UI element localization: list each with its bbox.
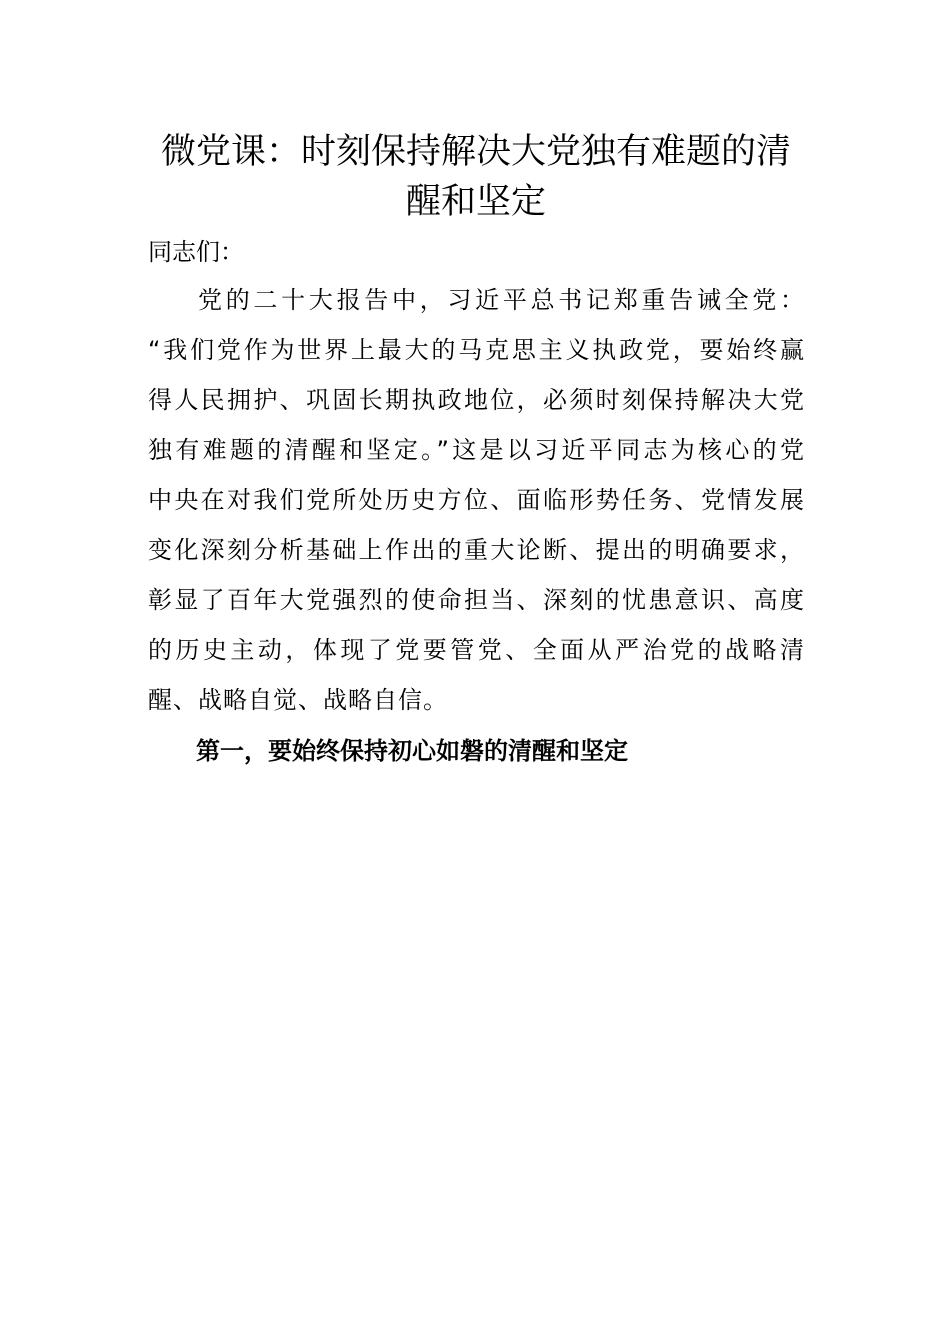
section-heading: 第一，要始终保持初心如磐的清醒和坚定 [196,737,628,765]
paragraph-line: 醒、战略自觉、战略自信。 [148,686,448,714]
paragraph-line: 党的二十大报告中，习近平总书记郑重告诫全党： [198,286,804,314]
paragraph-line: 的历史主动，体现了党要管党、全面从严治党的战略清 [148,636,804,664]
paragraph-line: 中央在对我们党所处历史方位、面临形势任务、党情发展 [148,486,804,514]
salutation: 同志们： [148,238,244,266]
paragraph-line: 变化深刻分析基础上作出的重大论断、提出的明确要求， [148,536,804,564]
paragraph-line: 得人民拥护、巩固长期执政地位，必须时刻保持解决大党 [148,386,804,414]
document-title: 微党课：时刻保持解决大党独有难题的清醒和坚定 [160,132,791,222]
paragraph-line: “我们党作为世界上最大的马克思主义执政党，要始终赢 [148,336,804,364]
paragraph-line: 独有难题的清醒和坚定。”这是以习近平同志为核心的党 [148,436,804,464]
paragraph-line: 彰显了百年大党强烈的使命担当、深刻的忧患意识、高度 [148,586,804,614]
